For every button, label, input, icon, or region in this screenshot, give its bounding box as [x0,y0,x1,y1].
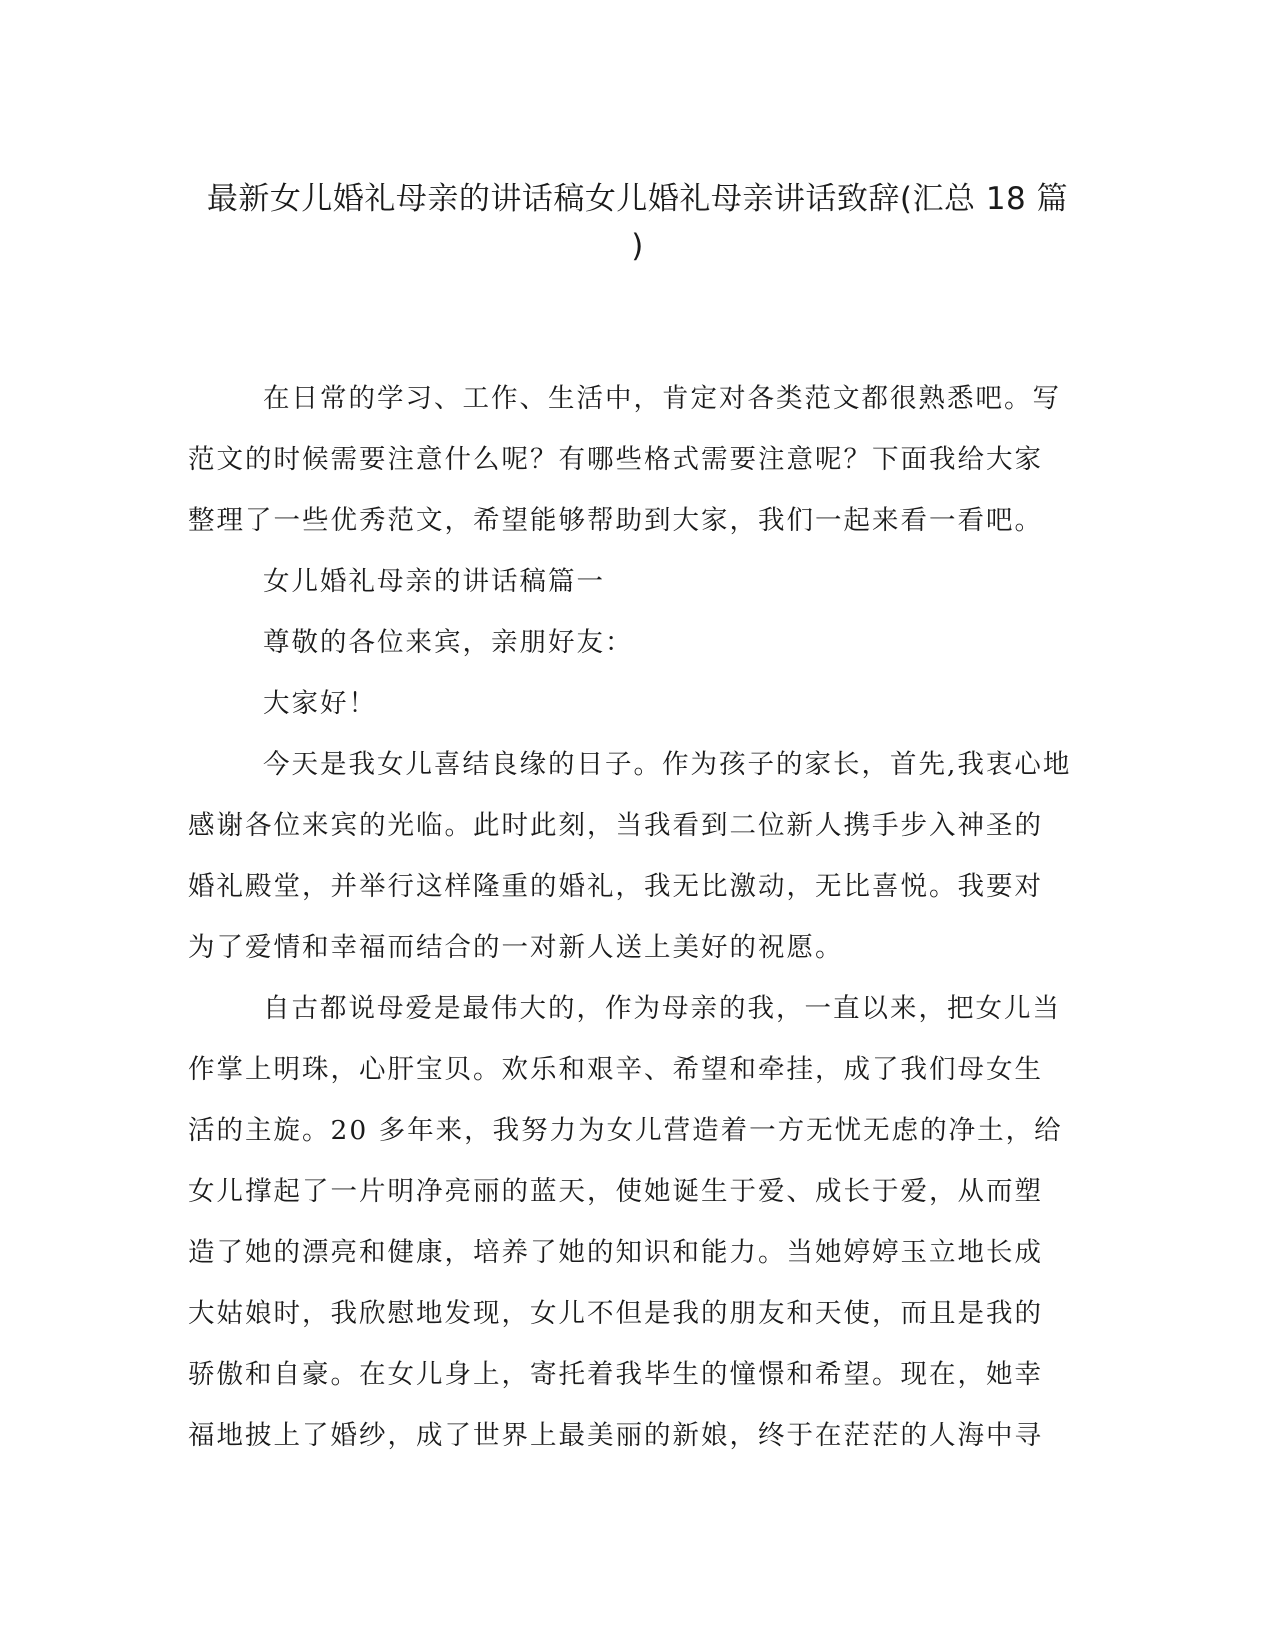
section-heading [188,551,1108,612]
text-line: 在日常的学习、工作、生活中，肯定对各类范文都很熟悉吧。写 [263,383,1061,414]
text-line: 大姑娘时，我欣慰地发现，女儿不但是我的朋友和天使，而且是我的 [188,1298,1043,1329]
body-paragraph [188,978,1108,1466]
text-line: 造了她的漂亮和健康，培养了她的知识和能力。当她婷婷玉立地长成 [188,1237,1043,1268]
text-line: 整理了一些优秀范文，希望能够帮助到大家，我们一起来看一看吧。 [188,505,1043,536]
salutation [188,612,1108,673]
text-line: 活的主旋。20 多年来，我努力为女儿营造着一方无忧无虑的净土，给 [188,1115,1063,1146]
intro-paragraph [188,368,1108,551]
title-line: ) [631,228,644,264]
document-body [188,368,1108,1466]
greeting [188,673,1108,734]
document-title [170,176,1105,270]
text-line: 福地披上了婚纱，成了世界上最美丽的新娘，终于在茫茫的人海中寻 [188,1420,1043,1451]
text-line: 骄傲和自豪。在女儿身上，寄托着我毕生的憧憬和希望。现在，她幸 [188,1359,1043,1390]
text-line: 女儿婚礼母亲的讲话稿篇一 [263,566,605,597]
text-line: 大家好！ [263,688,377,719]
title-line: 最新女儿婚礼母亲的讲话稿女儿婚礼母亲讲话致辞(汇总 18 篇 [206,181,1069,217]
text-line: 作掌上明珠，心肝宝贝。欢乐和艰辛、希望和牵挂，成了我们母女生 [188,1054,1043,1085]
text-line: 为了爱情和幸福而结合的一对新人送上美好的祝愿。 [188,932,844,963]
text-line: 感谢各位来宾的光临。此时此刻，当我看到二位新人携手步入神圣的 [188,810,1043,841]
text-line: 自古都说母爱是最伟大的，作为母亲的我，一直以来，把女儿当 [263,993,1061,1024]
text-line: 尊敬的各位来宾，亲朋好友： [263,627,634,658]
body-paragraph [188,734,1108,978]
text-line: 范文的时候需要注意什么呢？有哪些格式需要注意呢？下面我给大家 [188,444,1043,475]
text-line: 今天是我女儿喜结良缘的日子。作为孩子的家长，首先,我衷心地 [263,749,1072,780]
text-line: 女儿撑起了一片明净亮丽的蓝天，使她诞生于爱、成长于爱，从而塑 [188,1176,1043,1207]
text-line: 婚礼殿堂，并举行这样隆重的婚礼，我无比激动，无比喜悦。我要对 [188,871,1043,902]
